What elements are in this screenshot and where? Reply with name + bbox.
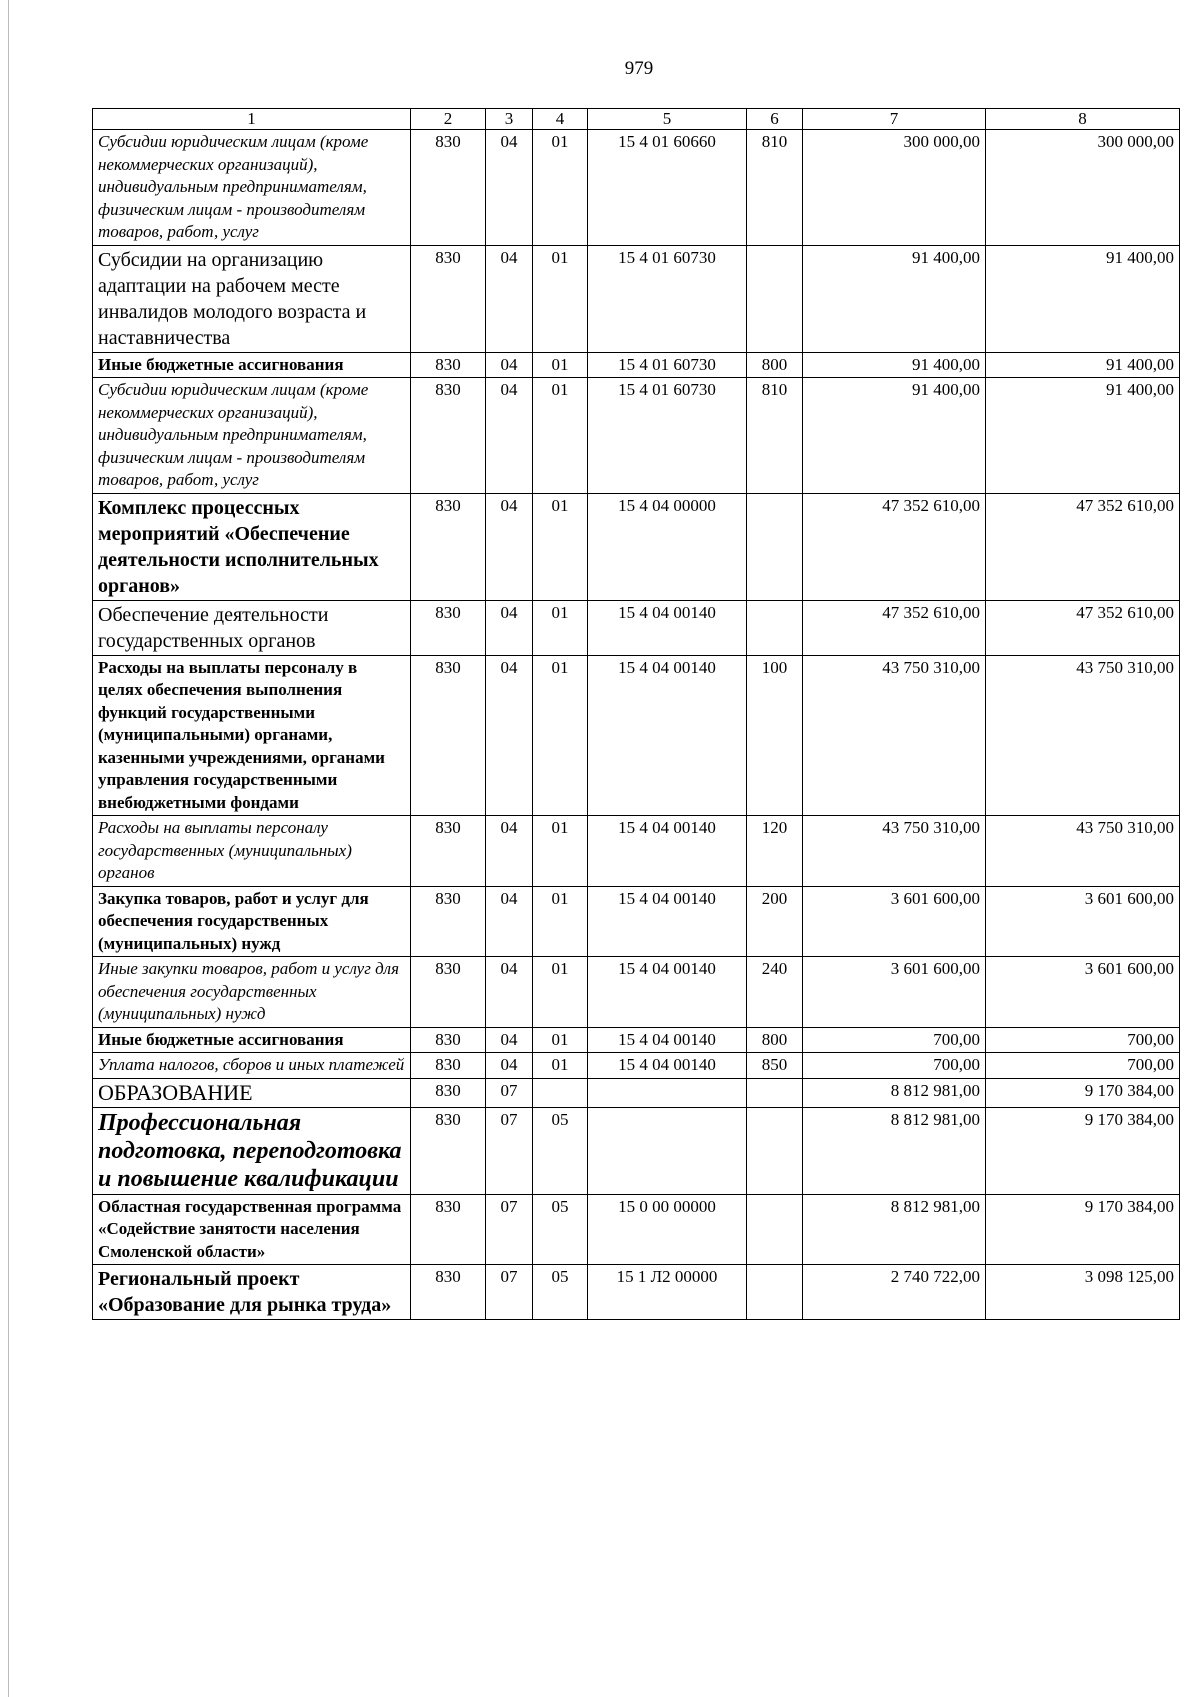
table-row: [93, 130, 1180, 246]
amount-year1-cell: 91 400,00: [803, 378, 986, 494]
table-row: [93, 1265, 1180, 1320]
header-cell: 4: [533, 109, 588, 130]
subsection-cell: 01: [533, 1027, 588, 1053]
table-row: [93, 493, 1180, 600]
target-article-cell: 15 4 04 00140: [588, 600, 747, 655]
section-cell: 07: [486, 1194, 533, 1265]
expense-name-cell: Расходы на выплаты персоналу государственных (муниципальных) органов: [93, 816, 411, 887]
table-row: [93, 886, 1180, 957]
admin-code-cell: 830: [411, 378, 486, 494]
admin-code-cell: 830: [411, 1265, 486, 1320]
admin-code-cell: 830: [411, 352, 486, 378]
section-cell: 04: [486, 352, 533, 378]
expense-type-cell: 200: [747, 886, 803, 957]
expense-name-cell: Субсидии юридическим лицам (кроме некоммерческих организаций), индивидуальным предпринимателям, физическим лицам - производителям товаров, работ, услуг: [93, 378, 411, 494]
header-cell: 8: [986, 109, 1180, 130]
admin-code-cell: 830: [411, 957, 486, 1028]
target-article-cell: 15 4 01 60730: [588, 352, 747, 378]
expense-type-cell: [747, 600, 803, 655]
amount-year2-cell: 700,00: [986, 1027, 1180, 1053]
target-article-cell: 15 4 04 00000: [588, 493, 747, 600]
admin-code-cell: 830: [411, 493, 486, 600]
amount-year2-cell: 43 750 310,00: [986, 816, 1180, 887]
target-article-cell: 15 4 01 60730: [588, 245, 747, 352]
header-cell: 2: [411, 109, 486, 130]
subsection-cell: 01: [533, 245, 588, 352]
expense-type-cell: [747, 493, 803, 600]
section-cell: 04: [486, 245, 533, 352]
expense-name-cell: Уплата налогов, сборов и иных платежей: [93, 1053, 411, 1079]
header-cell: 1: [93, 109, 411, 130]
amount-year2-cell: 9 170 384,00: [986, 1078, 1180, 1107]
header-cell: 5: [588, 109, 747, 130]
section-cell: 04: [486, 957, 533, 1028]
target-article-cell: 15 4 04 00140: [588, 1027, 747, 1053]
subsection-cell: 01: [533, 886, 588, 957]
expense-type-cell: 810: [747, 378, 803, 494]
header-cell: 6: [747, 109, 803, 130]
subsection-cell: 01: [533, 130, 588, 246]
amount-year1-cell: 700,00: [803, 1053, 986, 1079]
page-number: 979: [624, 58, 654, 79]
amount-year1-cell: 47 352 610,00: [803, 600, 986, 655]
expense-type-cell: [747, 1194, 803, 1265]
amount-year2-cell: 700,00: [986, 1053, 1180, 1079]
target-article-cell: 15 1 Л2 00000: [588, 1265, 747, 1320]
table-row: [93, 245, 1180, 352]
amount-year1-cell: 3 601 600,00: [803, 886, 986, 957]
expense-name-cell: Профессиональная подготовка, переподготовка и повышение квалификации: [93, 1107, 411, 1194]
table-row: [93, 1053, 1180, 1079]
header-cell: 7: [803, 109, 986, 130]
target-article-cell: [588, 1078, 747, 1107]
admin-code-cell: 830: [411, 655, 486, 816]
expense-type-cell: 850: [747, 1053, 803, 1079]
table-row: [93, 1027, 1180, 1053]
admin-code-cell: 830: [411, 1107, 486, 1194]
amount-year1-cell: 8 812 981,00: [803, 1078, 986, 1107]
subsection-cell: 01: [533, 600, 588, 655]
expense-type-cell: [747, 1078, 803, 1107]
target-article-cell: 15 4 04 00140: [588, 655, 747, 816]
admin-code-cell: 830: [411, 1194, 486, 1265]
subsection-cell: 01: [533, 352, 588, 378]
amount-year1-cell: 47 352 610,00: [803, 493, 986, 600]
expense-name-cell: Региональный проект «Образование для рынка труда»: [93, 1265, 411, 1320]
section-cell: 04: [486, 816, 533, 887]
admin-code-cell: 830: [411, 600, 486, 655]
admin-code-cell: 830: [411, 245, 486, 352]
expense-name-cell: Расходы на выплаты персоналу в целях обеспечения выполнения функций государственными (муниципальными) органами, казенными учреждениями, органами управления государственными внебюджетными фондами: [93, 655, 411, 816]
expense-name-cell: Субсидии на организацию адаптации на рабочем месте инвалидов молодого возраста и наставничества: [93, 245, 411, 352]
amount-year1-cell: 43 750 310,00: [803, 816, 986, 887]
amount-year1-cell: 3 601 600,00: [803, 957, 986, 1028]
section-cell: 04: [486, 130, 533, 246]
table-row: [93, 352, 1180, 378]
admin-code-cell: 830: [411, 130, 486, 246]
subsection-cell: 05: [533, 1107, 588, 1194]
scan-margin-line: [8, 0, 9, 1697]
header-cell: 3: [486, 109, 533, 130]
amount-year1-cell: 2 740 722,00: [803, 1265, 986, 1320]
table-row: [93, 600, 1180, 655]
expense-type-cell: [747, 1265, 803, 1320]
amount-year1-cell: 8 812 981,00: [803, 1107, 986, 1194]
expense-name-cell: Областная государственная программа «Содействие занятости населения Смоленской области»: [93, 1194, 411, 1265]
expense-type-cell: [747, 245, 803, 352]
target-article-cell: 15 4 04 00140: [588, 1053, 747, 1079]
amount-year1-cell: 43 750 310,00: [803, 655, 986, 816]
subsection-cell: 01: [533, 655, 588, 816]
table-row: [93, 655, 1180, 816]
subsection-cell: [533, 1078, 588, 1107]
admin-code-cell: 830: [411, 1053, 486, 1079]
target-article-cell: 15 4 01 60730: [588, 378, 747, 494]
expense-name-cell: Иные бюджетные ассигнования: [93, 352, 411, 378]
budget-table: [92, 108, 1180, 1320]
amount-year2-cell: 47 352 610,00: [986, 493, 1180, 600]
amount-year2-cell: 3 098 125,00: [986, 1265, 1180, 1320]
amount-year1-cell: 91 400,00: [803, 352, 986, 378]
table-row: [93, 1194, 1180, 1265]
expense-type-cell: 800: [747, 1027, 803, 1053]
subsection-cell: 05: [533, 1265, 588, 1320]
section-cell: 07: [486, 1265, 533, 1320]
target-article-cell: 15 0 00 00000: [588, 1194, 747, 1265]
section-cell: 04: [486, 1027, 533, 1053]
section-cell: 04: [486, 600, 533, 655]
amount-year2-cell: 43 750 310,00: [986, 655, 1180, 816]
section-cell: 07: [486, 1107, 533, 1194]
subsection-cell: 01: [533, 957, 588, 1028]
subsection-cell: 05: [533, 1194, 588, 1265]
table-row: [93, 1078, 1180, 1107]
section-cell: 07: [486, 1078, 533, 1107]
table-row: [93, 378, 1180, 494]
subsection-cell: 01: [533, 1053, 588, 1079]
table-row: [93, 1107, 1180, 1194]
expense-type-cell: 810: [747, 130, 803, 246]
expense-name-cell: Закупка товаров, работ и услуг для обеспечения государственных (муниципальных) нужд: [93, 886, 411, 957]
target-article-cell: 15 4 04 00140: [588, 886, 747, 957]
target-article-cell: 15 4 01 60660: [588, 130, 747, 246]
expense-type-cell: 100: [747, 655, 803, 816]
admin-code-cell: 830: [411, 886, 486, 957]
subsection-cell: 01: [533, 493, 588, 600]
target-article-cell: 15 4 04 00140: [588, 816, 747, 887]
expense-type-cell: 240: [747, 957, 803, 1028]
amount-year2-cell: 91 400,00: [986, 378, 1180, 494]
amount-year2-cell: 3 601 600,00: [986, 886, 1180, 957]
expense-type-cell: [747, 1107, 803, 1194]
amount-year2-cell: 91 400,00: [986, 352, 1180, 378]
admin-code-cell: 830: [411, 1078, 486, 1107]
expense-name-cell: Иные бюджетные ассигнования: [93, 1027, 411, 1053]
amount-year2-cell: 9 170 384,00: [986, 1107, 1180, 1194]
table-row: [93, 816, 1180, 887]
subsection-cell: 01: [533, 378, 588, 494]
amount-year2-cell: 3 601 600,00: [986, 957, 1180, 1028]
table-row: [93, 957, 1180, 1028]
expense-name-cell: Иные закупки товаров, работ и услуг для обеспечения государственных (муниципальных) нужд: [93, 957, 411, 1028]
amount-year2-cell: 300 000,00: [986, 130, 1180, 246]
amount-year2-cell: 91 400,00: [986, 245, 1180, 352]
expense-name-cell: Субсидии юридическим лицам (кроме некоммерческих организаций), индивидуальным предпринимателям, физическим лицам - производителям товаров, работ, услуг: [93, 130, 411, 246]
target-article-cell: [588, 1107, 747, 1194]
subsection-cell: 01: [533, 816, 588, 887]
section-cell: 04: [486, 1053, 533, 1079]
expense-type-cell: 800: [747, 352, 803, 378]
table-header-row: [93, 109, 1180, 130]
amount-year2-cell: 47 352 610,00: [986, 600, 1180, 655]
expense-name-cell: Обеспечение деятельности государственных органов: [93, 600, 411, 655]
amount-year1-cell: 300 000,00: [803, 130, 986, 246]
section-cell: 04: [486, 493, 533, 600]
target-article-cell: 15 4 04 00140: [588, 957, 747, 1028]
expense-name-cell: ОБРАЗОВАНИЕ: [93, 1078, 411, 1107]
admin-code-cell: 830: [411, 1027, 486, 1053]
amount-year1-cell: 8 812 981,00: [803, 1194, 986, 1265]
section-cell: 04: [486, 655, 533, 816]
expense-type-cell: 120: [747, 816, 803, 887]
expense-name-cell: Комплекс процессных мероприятий «Обеспечение деятельности исполнительных органов»: [93, 493, 411, 600]
amount-year1-cell: 700,00: [803, 1027, 986, 1053]
section-cell: 04: [486, 886, 533, 957]
amount-year1-cell: 91 400,00: [803, 245, 986, 352]
amount-year2-cell: 9 170 384,00: [986, 1194, 1180, 1265]
admin-code-cell: 830: [411, 816, 486, 887]
section-cell: 04: [486, 378, 533, 494]
